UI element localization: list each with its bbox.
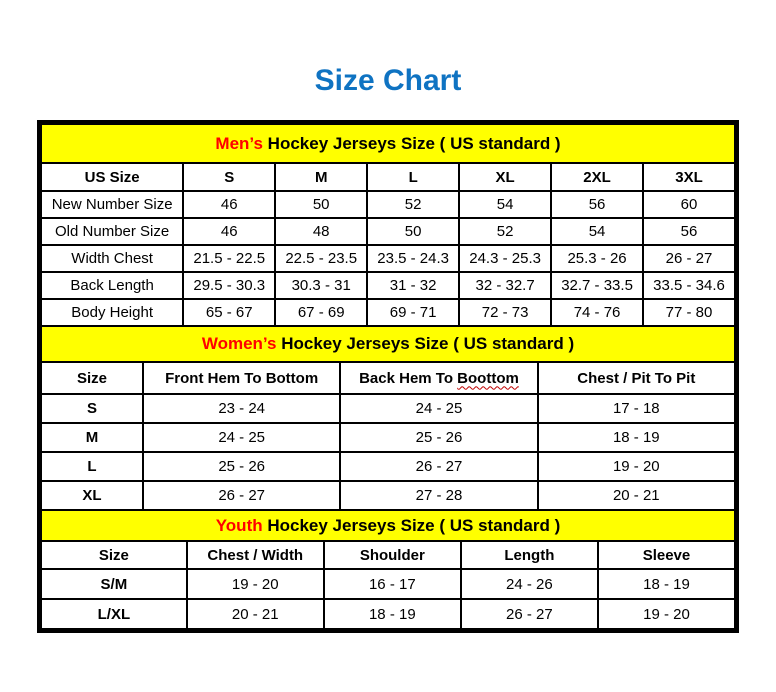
youth-title-accent: Youth xyxy=(215,515,263,535)
size-value-cell: 17 - 18 xyxy=(538,394,735,423)
size-value-cell: 22.5 - 23.5 xyxy=(275,245,367,272)
size-value-cell: 31 - 32 xyxy=(367,272,459,299)
row-label: Width Chest xyxy=(41,245,183,272)
youth-col-header-size: Size xyxy=(41,541,187,569)
table-row xyxy=(41,569,735,599)
size-value-cell: 52 xyxy=(367,191,459,218)
size-value-cell: 77 - 80 xyxy=(643,299,735,326)
size-value-cell: 50 xyxy=(367,218,459,245)
mens-size-table xyxy=(40,123,736,327)
size-value-cell: 26 - 27 xyxy=(340,452,537,481)
table-row xyxy=(41,541,735,569)
size-value-cell: 60 xyxy=(643,191,735,218)
size-value-cell: 23 - 24 xyxy=(143,394,340,423)
mens-title-accent: Men’s xyxy=(215,133,263,153)
size-chart-tables xyxy=(37,120,739,633)
size-value-cell: 33.5 - 34.6 xyxy=(643,272,735,299)
mens-title-band xyxy=(41,124,735,163)
table-row xyxy=(41,299,735,326)
size-value-cell: 18 - 19 xyxy=(538,423,735,452)
size-value-cell: 32 - 32.7 xyxy=(459,272,551,299)
size-value-cell: 74 - 76 xyxy=(551,299,643,326)
womens-col-header-size: Size xyxy=(41,362,143,394)
youth-size-table xyxy=(40,509,736,630)
size-value-cell: 72 - 73 xyxy=(459,299,551,326)
table-row xyxy=(41,510,735,541)
mens-title-rest: Hockey Jerseys Size ( US standard ) xyxy=(262,133,561,153)
size-value-cell: 24 - 26 xyxy=(461,569,598,599)
size-value-cell: 16 - 17 xyxy=(324,569,461,599)
size-value-cell: 27 - 28 xyxy=(340,481,537,510)
size-value-cell: 18 - 19 xyxy=(598,569,735,599)
back-hem-misspelled-word: Boottom xyxy=(457,369,519,387)
womens-title-accent: Women’s xyxy=(201,334,277,353)
row-label: L xyxy=(41,452,143,481)
row-label: XL xyxy=(41,481,143,510)
table-row xyxy=(41,452,735,481)
size-value-cell: 46 xyxy=(183,218,275,245)
size-value-cell: 25.3 - 26 xyxy=(551,245,643,272)
size-value-cell: 69 - 71 xyxy=(367,299,459,326)
mens-col-header-m: M xyxy=(275,163,367,191)
row-label: Body Height xyxy=(41,299,183,326)
womens-size-table xyxy=(40,325,736,511)
size-value-cell: 25 - 26 xyxy=(143,452,340,481)
table-row xyxy=(41,394,735,423)
table-row xyxy=(41,163,735,191)
size-value-cell: 46 xyxy=(183,191,275,218)
row-label: Back Length xyxy=(41,272,183,299)
mens-col-header-s: S xyxy=(183,163,275,191)
row-label: S xyxy=(41,394,143,423)
size-value-cell: 25 - 26 xyxy=(340,423,537,452)
table-row xyxy=(41,218,735,245)
size-value-cell: 26 - 27 xyxy=(643,245,735,272)
table-row xyxy=(41,362,735,394)
mens-col-header-xl: XL xyxy=(459,163,551,191)
mens-col-header-2xl: 2XL xyxy=(551,163,643,191)
size-value-cell: 54 xyxy=(459,191,551,218)
size-value-cell: 30.3 - 31 xyxy=(275,272,367,299)
size-value-cell: 29.5 - 30.3 xyxy=(183,272,275,299)
table-row xyxy=(41,326,735,362)
size-value-cell: 52 xyxy=(459,218,551,245)
size-value-cell: 26 - 27 xyxy=(461,599,598,629)
size-value-cell: 65 - 67 xyxy=(183,299,275,326)
row-label: Old Number Size xyxy=(41,218,183,245)
womens-title-rest: Hockey Jerseys Size ( US standard ) xyxy=(276,334,575,353)
size-value-cell: 24 - 25 xyxy=(143,423,340,452)
mens-col-header-us-size: US Size xyxy=(41,163,183,191)
table-row xyxy=(41,124,735,163)
youth-title-rest: Hockey Jerseys Size ( US standard ) xyxy=(262,515,561,535)
womens-col-header-front-hem: Front Hem To Bottom xyxy=(143,362,340,394)
size-value-cell: 18 - 19 xyxy=(324,599,461,629)
back-hem-text: Back Hem To xyxy=(359,369,453,387)
size-value-cell: 48 xyxy=(275,218,367,245)
size-value-cell: 32.7 - 33.5 xyxy=(551,272,643,299)
size-value-cell: 19 - 20 xyxy=(598,599,735,629)
table-row xyxy=(41,481,735,510)
size-value-cell: 21.5 - 22.5 xyxy=(183,245,275,272)
size-value-cell: 56 xyxy=(551,191,643,218)
row-label: S/M xyxy=(41,569,187,599)
size-value-cell: 23.5 - 24.3 xyxy=(367,245,459,272)
row-label: L/XL xyxy=(41,599,187,629)
youth-col-header-length: Length xyxy=(461,541,598,569)
youth-col-header-chest: Chest / Width xyxy=(187,541,324,569)
mens-col-header-3xl: 3XL xyxy=(643,163,735,191)
size-value-cell: 56 xyxy=(643,218,735,245)
size-value-cell: 20 - 21 xyxy=(187,599,324,629)
table-row xyxy=(41,245,735,272)
womens-col-header-back-hem xyxy=(340,362,537,394)
size-value-cell: 54 xyxy=(551,218,643,245)
size-value-cell: 24.3 - 25.3 xyxy=(459,245,551,272)
table-row xyxy=(41,272,735,299)
mens-col-header-l: L xyxy=(367,163,459,191)
table-row xyxy=(41,191,735,218)
row-label: M xyxy=(41,423,143,452)
size-value-cell: 20 - 21 xyxy=(538,481,735,510)
womens-col-header-chest: Chest / Pit To Pit xyxy=(538,362,735,394)
womens-title-band xyxy=(41,326,735,362)
size-value-cell: 24 - 25 xyxy=(340,394,537,423)
size-value-cell: 19 - 20 xyxy=(538,452,735,481)
row-label: New Number Size xyxy=(41,191,183,218)
size-value-cell: 19 - 20 xyxy=(187,569,324,599)
youth-col-header-shoulder: Shoulder xyxy=(324,541,461,569)
table-row xyxy=(41,599,735,629)
size-value-cell: 50 xyxy=(275,191,367,218)
page-title: Size Chart xyxy=(314,64,462,97)
size-value-cell: 26 - 27 xyxy=(143,481,340,510)
size-value-cell: 67 - 69 xyxy=(275,299,367,326)
table-row xyxy=(41,423,735,452)
youth-col-header-sleeve: Sleeve xyxy=(598,541,735,569)
youth-title-band xyxy=(41,510,735,541)
